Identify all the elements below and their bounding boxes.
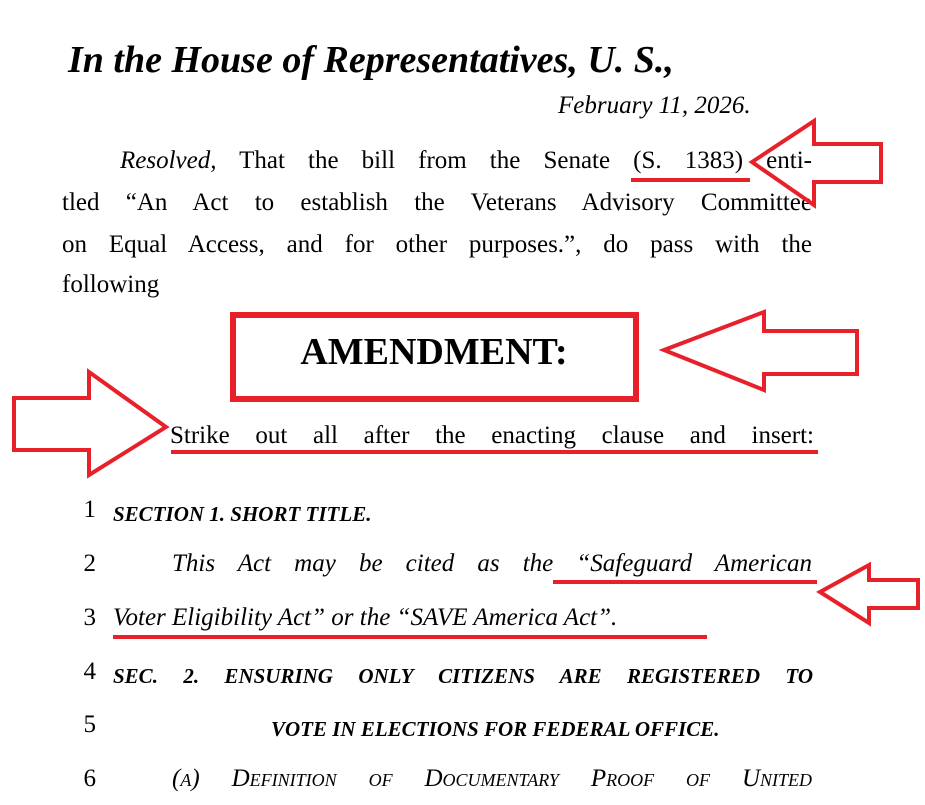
resolution-line-1-end: enti- [766,147,812,174]
line-number: 1 [83,496,96,523]
line-number: 4 [83,658,96,685]
line-number: 3 [83,604,96,631]
strike-clause-arrow [14,372,166,475]
subsection-a-title: Definition of Documentary Proof of United [231,765,813,792]
section-2-heading-line-2: VOTE IN ELECTIONS FOR FEDERAL OFFICE. [271,717,720,741]
resolution-text-1: That the bill from the Senate [239,147,611,174]
short-title-start: “Safeguard American [576,550,812,577]
short-title-end: Voter Eligibility Act” or the “SAVE America Act” [113,604,612,631]
amendment-box [233,315,636,399]
line-number: 5 [83,711,96,738]
resolved-word: Resolved, [120,147,217,174]
strike-clause: Strike out all after the enacting clause and insert: [170,422,814,449]
resolution-line-2: tled “An Act to establish the Veterans Advisory Committee [62,189,812,216]
short-title-arrow [820,565,918,623]
bill-line-2-text: This Act may be cited as the [172,550,554,577]
section-1-heading: SECTION 1. SHORT TITLE. [113,502,372,526]
amendment-arrow [664,312,857,390]
resolution-line-3: on Equal Access, and for other purposes.”, do pass with the [62,231,812,258]
document-date: February 11, 2026. [558,92,751,119]
document-title: In the House of Representatives, U. S., [68,39,674,81]
bill-number-arrow [752,121,881,205]
section-2-heading-line-1: SEC. 2. ENSURING ONLY CITIZENS ARE REGISTERED TO [113,664,813,688]
subsection-a-label: (a) [172,765,200,792]
bill-number: (S. 1383) [633,147,744,174]
bill-line-3-period: . [611,604,618,631]
line-number: 6 [83,765,96,792]
resolution-line-4: following [62,271,160,298]
amendment-heading: AMENDMENT: [300,331,568,373]
line-number: 2 [83,550,96,577]
